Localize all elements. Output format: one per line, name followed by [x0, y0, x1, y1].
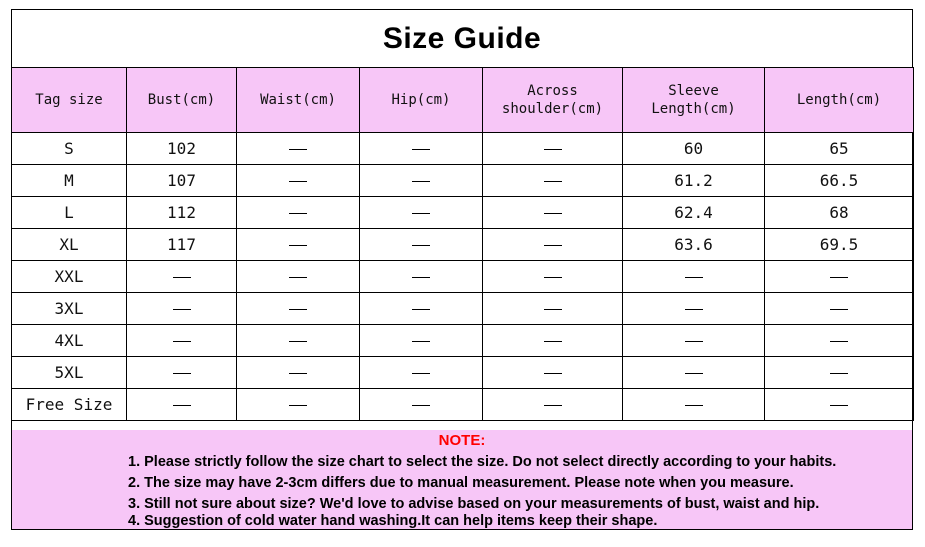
table-header-row	[12, 68, 914, 133]
cell-sleeve-length: 62.4	[623, 197, 765, 229]
cell-tag-size: 3XL	[12, 293, 127, 325]
cell-hip	[360, 229, 483, 261]
size-guide-frame	[11, 9, 913, 530]
table-row	[12, 261, 914, 293]
empty-value-dash	[173, 341, 191, 342]
cell-across-shoulder	[483, 165, 623, 197]
cell-hip	[360, 357, 483, 389]
empty-value-dash	[289, 341, 307, 342]
cell-length	[765, 261, 914, 293]
cell-sleeve-length	[623, 325, 765, 357]
cell-across-shoulder	[483, 229, 623, 261]
cell-length: 65	[765, 133, 914, 165]
cell-waist	[237, 389, 360, 421]
empty-value-dash	[544, 277, 562, 278]
cell-length: 68	[765, 197, 914, 229]
cell-waist	[237, 165, 360, 197]
empty-value-dash	[830, 405, 848, 406]
cell-waist	[237, 357, 360, 389]
note-line-3: 3. Still not sure about size? We'd love to advise based on your measurements of bust, waist and hip.	[128, 496, 820, 512]
cell-bust	[127, 325, 237, 357]
cell-bust: 102	[127, 133, 237, 165]
cell-sleeve-length	[623, 357, 765, 389]
empty-value-dash	[289, 245, 307, 246]
cell-hip	[360, 133, 483, 165]
cell-tag-size: M	[12, 165, 127, 197]
cell-across-shoulder	[483, 357, 623, 389]
empty-value-dash	[173, 373, 191, 374]
empty-value-dash	[412, 245, 430, 246]
table-row	[12, 357, 914, 389]
cell-bust: 112	[127, 197, 237, 229]
cell-waist	[237, 197, 360, 229]
empty-value-dash	[289, 277, 307, 278]
cell-length	[765, 389, 914, 421]
cell-hip	[360, 165, 483, 197]
empty-value-dash	[544, 181, 562, 182]
cell-bust	[127, 293, 237, 325]
empty-value-dash	[544, 245, 562, 246]
empty-value-dash	[173, 309, 191, 310]
table-row	[12, 389, 914, 421]
empty-value-dash	[544, 341, 562, 342]
cell-hip	[360, 197, 483, 229]
cell-bust	[127, 261, 237, 293]
cell-tag-size: S	[12, 133, 127, 165]
empty-value-dash	[830, 277, 848, 278]
empty-value-dash	[289, 309, 307, 310]
cell-sleeve-length: 63.6	[623, 229, 765, 261]
cell-tag-size: XXL	[12, 261, 127, 293]
cell-waist	[237, 261, 360, 293]
table-row	[12, 325, 914, 357]
note-line-4: 4. Suggestion of cold water hand washing.It can help items keep their shape.	[128, 513, 658, 529]
empty-value-dash	[544, 309, 562, 310]
empty-value-dash	[685, 341, 703, 342]
notes-panel	[12, 430, 912, 529]
empty-value-dash	[289, 181, 307, 182]
empty-value-dash	[289, 213, 307, 214]
empty-value-dash	[830, 373, 848, 374]
table-row	[12, 165, 914, 197]
cell-hip	[360, 293, 483, 325]
note-line-1: 1. Please strictly follow the size chart to select the size. Do not select directly according to your habits.	[128, 454, 837, 470]
cell-waist	[237, 325, 360, 357]
empty-value-dash	[412, 149, 430, 150]
cell-tag-size: 4XL	[12, 325, 127, 357]
empty-value-dash	[412, 213, 430, 214]
empty-value-dash	[412, 277, 430, 278]
table-row	[12, 197, 914, 229]
cell-across-shoulder	[483, 389, 623, 421]
empty-value-dash	[544, 213, 562, 214]
cell-hip	[360, 261, 483, 293]
cell-tag-size: 5XL	[12, 357, 127, 389]
cell-tag-size: XL	[12, 229, 127, 261]
cell-sleeve-length	[623, 293, 765, 325]
note-line-2: 2. The size may have 2-3cm differs due to manual measurement. Please note when you measure.	[128, 475, 794, 491]
empty-value-dash	[412, 309, 430, 310]
cell-length	[765, 357, 914, 389]
empty-value-dash	[289, 405, 307, 406]
column-header-length: Length(cm)	[765, 68, 914, 133]
cell-tag-size: L	[12, 197, 127, 229]
empty-value-dash	[173, 405, 191, 406]
empty-value-dash	[830, 309, 848, 310]
cell-across-shoulder	[483, 261, 623, 293]
empty-value-dash	[830, 341, 848, 342]
cell-hip	[360, 325, 483, 357]
cell-across-shoulder	[483, 325, 623, 357]
empty-value-dash	[544, 405, 562, 406]
empty-value-dash	[412, 405, 430, 406]
empty-value-dash	[685, 373, 703, 374]
cell-hip	[360, 389, 483, 421]
empty-value-dash	[412, 181, 430, 182]
cell-across-shoulder	[483, 293, 623, 325]
empty-value-dash	[412, 373, 430, 374]
cell-sleeve-length: 60	[623, 133, 765, 165]
cell-bust	[127, 357, 237, 389]
empty-value-dash	[685, 309, 703, 310]
cell-sleeve-length: 61.2	[623, 165, 765, 197]
column-header-hip: Hip(cm)	[360, 68, 483, 133]
cell-across-shoulder	[483, 133, 623, 165]
cell-across-shoulder	[483, 197, 623, 229]
cell-bust: 107	[127, 165, 237, 197]
cell-length	[765, 325, 914, 357]
empty-value-dash	[685, 405, 703, 406]
column-header-tag-size: Tag size	[12, 68, 127, 133]
cell-bust	[127, 389, 237, 421]
table-row	[12, 293, 914, 325]
column-header-bust: Bust(cm)	[127, 68, 237, 133]
empty-value-dash	[289, 149, 307, 150]
cell-waist	[237, 293, 360, 325]
empty-value-dash	[544, 149, 562, 150]
cell-length: 69.5	[765, 229, 914, 261]
empty-value-dash	[544, 373, 562, 374]
cell-sleeve-length	[623, 389, 765, 421]
table-row	[12, 133, 914, 165]
cell-waist	[237, 133, 360, 165]
column-header-sleeve-length: Sleeve Length(cm)	[623, 68, 765, 133]
cell-length	[765, 293, 914, 325]
note-title: NOTE:	[438, 432, 486, 449]
column-header-across-shoulder: Across shoulder(cm)	[483, 68, 623, 133]
cell-sleeve-length	[623, 261, 765, 293]
table-row	[12, 229, 914, 261]
size-table	[11, 67, 914, 421]
empty-value-dash	[289, 373, 307, 374]
page-title: Size Guide	[12, 10, 912, 68]
empty-value-dash	[412, 341, 430, 342]
cell-bust: 117	[127, 229, 237, 261]
cell-length: 66.5	[765, 165, 914, 197]
empty-value-dash	[173, 277, 191, 278]
empty-value-dash	[685, 277, 703, 278]
cell-tag-size: Free Size	[12, 389, 127, 421]
cell-waist	[237, 229, 360, 261]
column-header-waist: Waist(cm)	[237, 68, 360, 133]
